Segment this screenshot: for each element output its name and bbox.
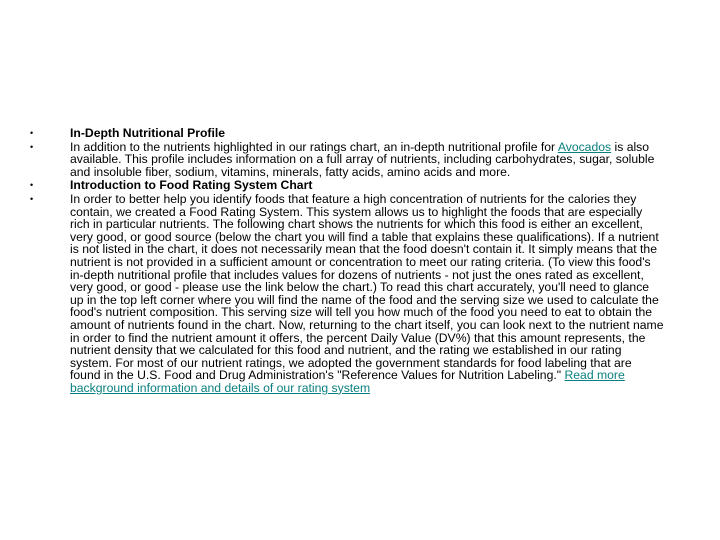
read-more-link[interactable]: Read more background information and details of our rating system [70,368,625,395]
bullet-icon: • [30,128,34,138]
list-item-rating-heading [30,179,665,192]
bullet-icon: • [30,180,34,191]
paragraph-text: In order to better help you identify foods that feature a high concentration of nutrients for the calories they contain, we created a Food Rating System. This system allows us to highlight the foods that are especially rich in particular nutrients. The following chart shows the nutrients for which this food is either an excellent, very good, or good source (below the chart you will find a table that explains these qualifications). If a nutrient is not listed in the chart, it does not necessarily mean that the food doesn't contain it. It simply means that the nutrient is not provided in a sufficient amount or concentration to meet our rating criteria. (To view this food's in-depth nutritional profile that includes values for dozens of nutrients - not just the ones rated as excellent, very good, or good - please use the link below the chart.) To read this chart accurately, you'll need to glance up in the top left corner where you will find the name of the food and the serving size we used to calculate the food's nutrient composition. This serving size will tell you how much of the food you need to eat to obtain the amount of nutrients found in the chart. Now, returning to the chart itself, you can look next to the nutrient name in order to find the nutrient amount it offers, the percent Daily Value (DV%) that this amount represents, the nutrient density that we calculated for this food and nutrient, and the rating we established in our rating system. For most of our nutrient ratings, we adopted the government standards for food labeling that are found in the U.S. Food and Drug Administration's "Reference Values for Nutrition Labeling." [70,191,664,383]
paragraph-text: In addition to the nutrients highlighted in our ratings chart, an in-depth nutritional profile for [70,139,558,154]
list-item-profile-heading [30,127,665,140]
bullet-list [30,127,665,394]
section-heading: Introduction to Food Rating System Chart [70,178,313,193]
bullet-icon: • [30,193,34,204]
bullet-icon: • [30,141,34,152]
list-item-profile-text [30,141,665,179]
avocados-link[interactable]: Avocados [557,139,612,154]
list-item-rating-text [30,193,665,395]
paragraph-text: is also available. This profile includes information on a full array of nutrients, including carbohydrates, sugar, soluble and insoluble fiber, sodium, vitamins, minerals, fatty acids, amino acids and more. [70,139,655,179]
document-body [30,127,665,395]
section-heading: In-Depth Nutritional Profile [70,126,226,140]
